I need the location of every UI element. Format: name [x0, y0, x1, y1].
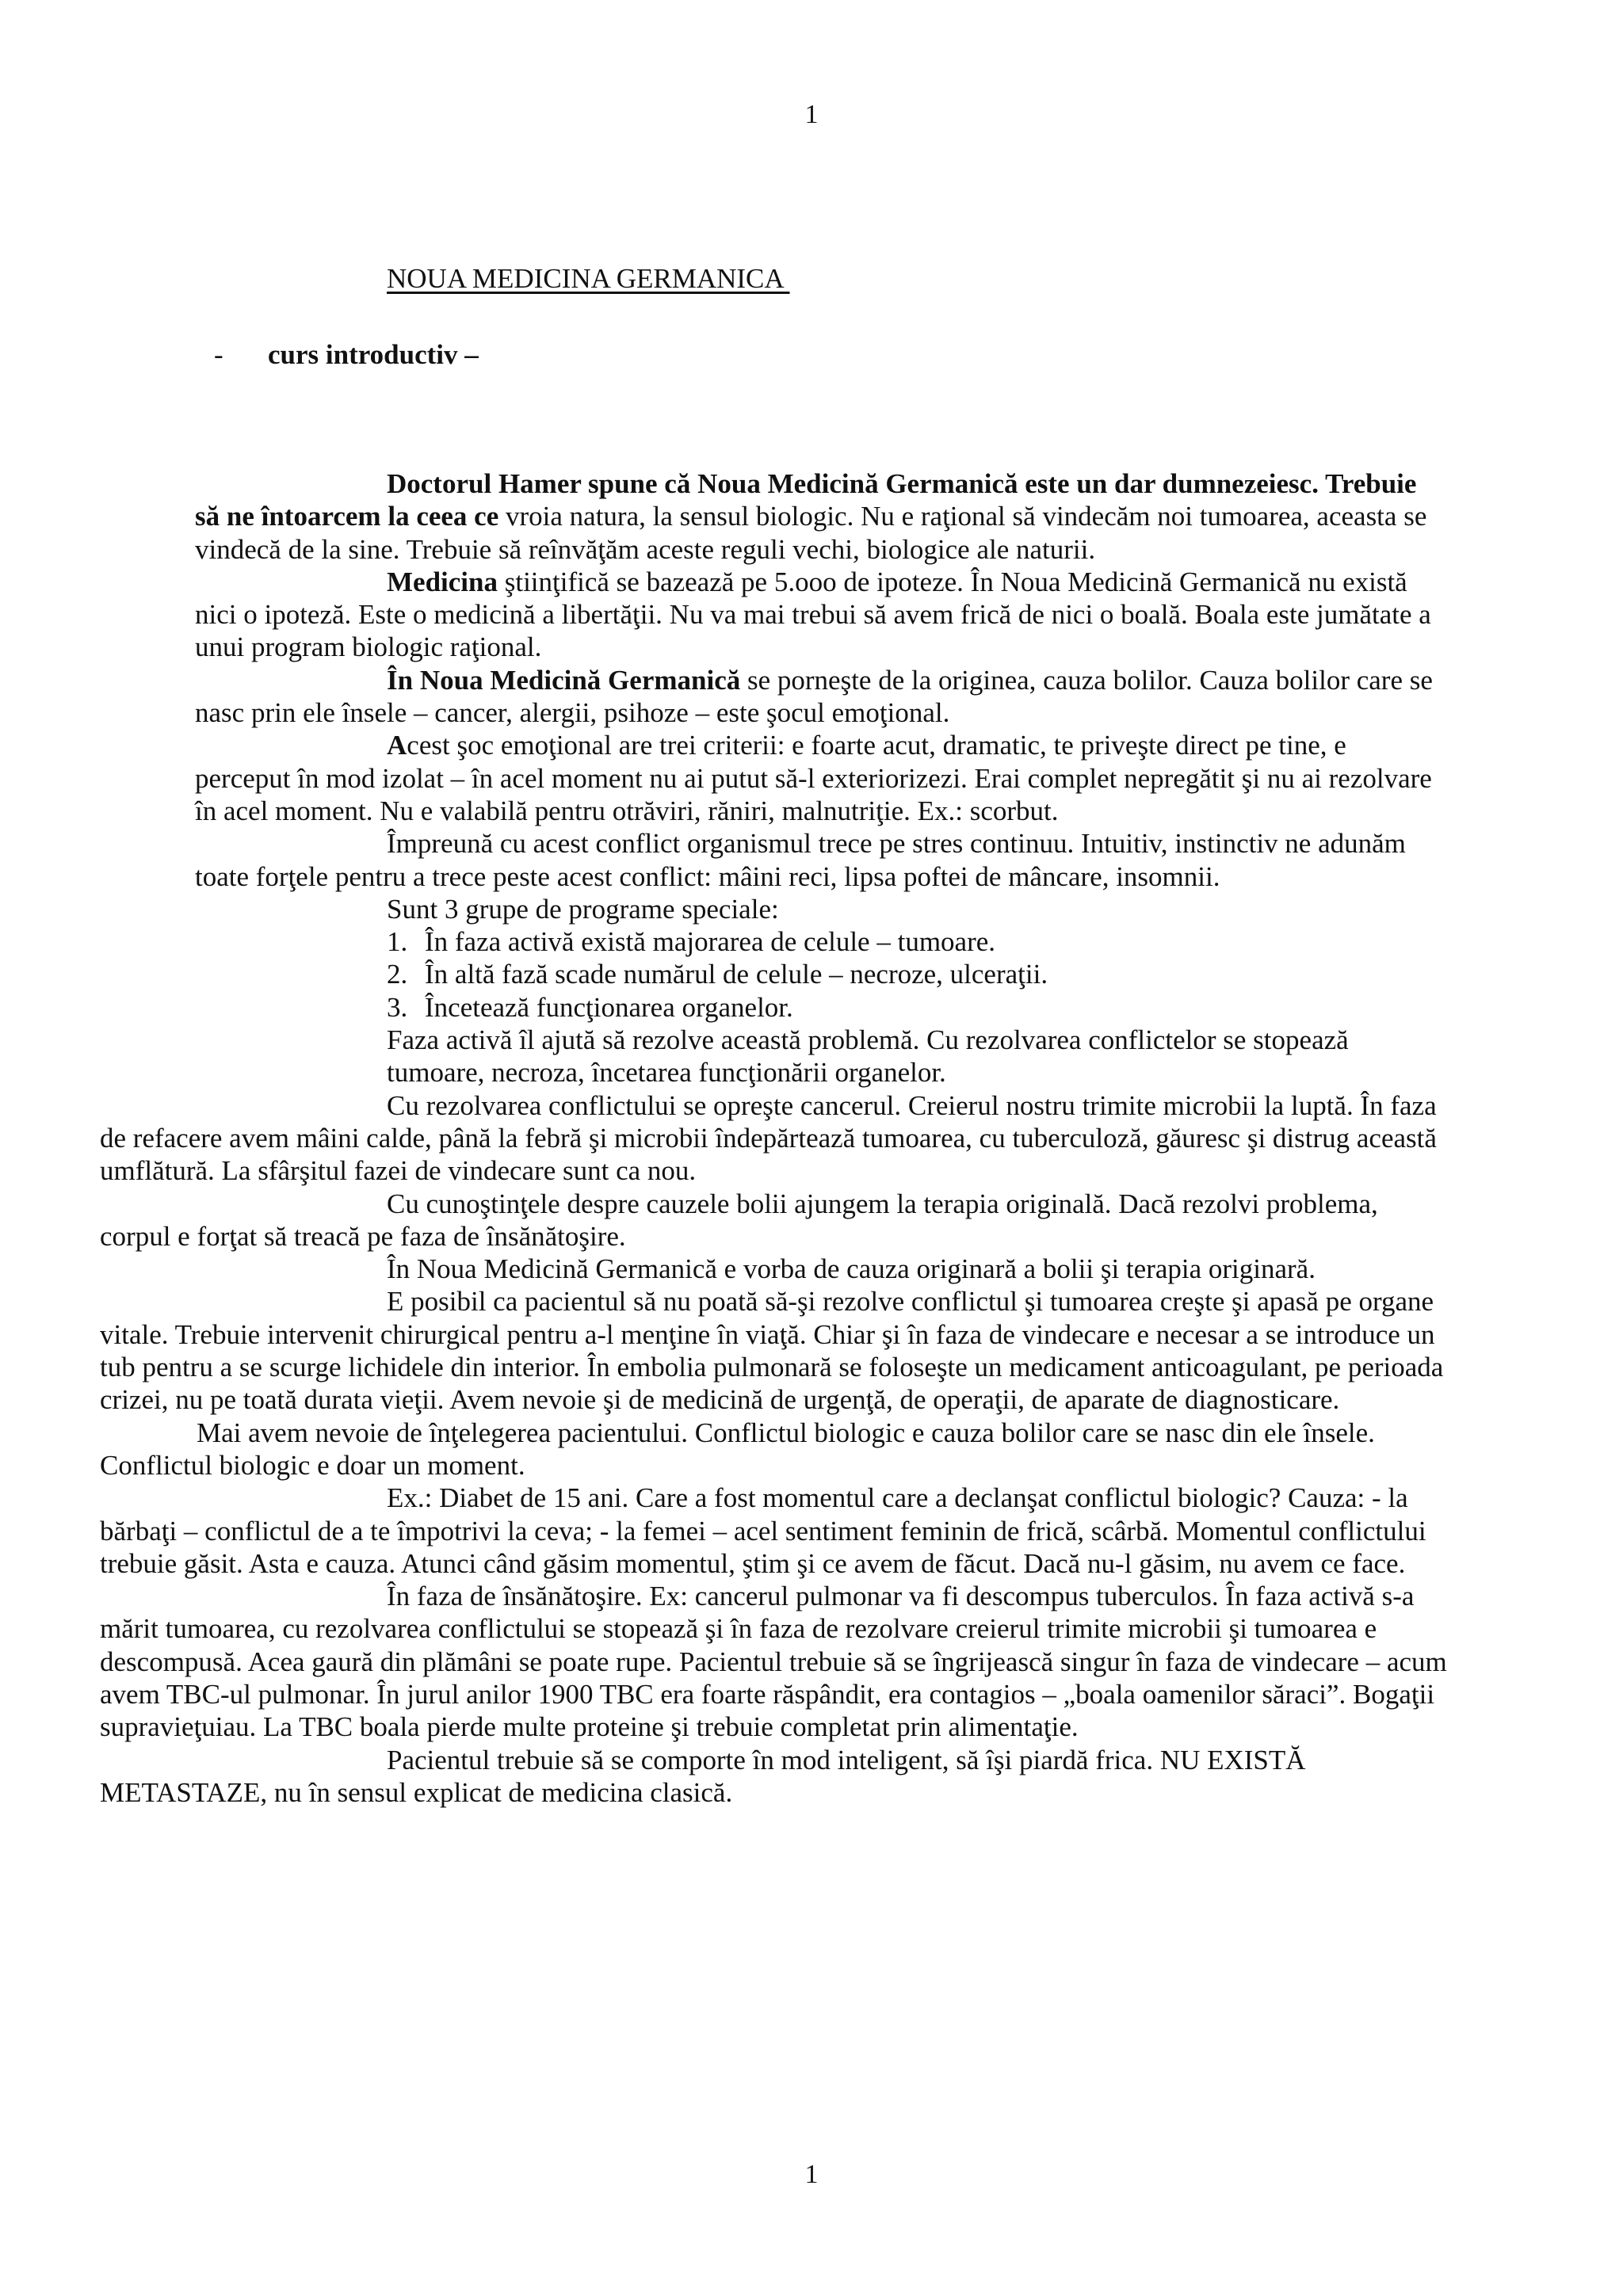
paragraph-2 — [195, 566, 1447, 664]
list-item-number: 3. — [387, 991, 408, 1023]
paragraph-4-bold: A — [387, 730, 407, 761]
list-item-text: În altă fază scade numărul de celule – necroze, ulceraţii. — [425, 959, 1048, 990]
paragraph-3 — [195, 664, 1447, 730]
document-title: NOUA MEDICINA GERMANICA — [387, 263, 790, 294]
paragraph-15: Pacientul trebuie să se comporte în mod inteligent, să îşi piardă frica. NU EXISTĂ METASTAZE, nu în sensul explicat de medicina clasică. — [100, 1744, 1306, 1808]
paragraph-8: Cu rezolvarea conflictului se opreşte cancerul. Creierul nostru trimite microbii la luptă. În faza de refacere avem mâini calde, până la febră şi microbii îndepărtează tumoarea, cu tuberculoză, găuresc şi distrug această umflătură. La sfârşitul fazei de vindecare sunt ca nou. — [100, 1089, 1437, 1187]
list-item — [387, 958, 1447, 990]
list-item — [387, 925, 1447, 958]
paragraph-1-bold: Doctorul Hamer spune că Noua Medicină Germanică este un dar dumnezeiesc. Trebuie să ne întoarcem la ceea ce — [195, 468, 1417, 532]
document-body — [100, 467, 1447, 1809]
paragraph-9: Cu cunoştinţele despre cauzele bolii ajungem la terapia originală. Dacă rezolvi problema, corpul e forţat să treacă pe faza de însănătoşire. — [100, 1188, 1378, 1252]
list-item-number: 2. — [387, 959, 408, 990]
list-item — [387, 991, 1447, 1024]
document-subtitle — [214, 339, 479, 371]
paragraph-4 — [195, 729, 1447, 827]
paragraph-11: E posibil ca pacientul să nu poată să-şi rezolve conflictul şi tumoarea creşte şi apasă pe organe vitale. Trebuie intervenit chirurgical pentru a-l menţine în viaţă. Chiar şi în faza de vindecare e necesar a se introduce un tub pentru a se scurge lichidele din interior. În embolia pulmonară se foloseşte un medicament anticoagulant, pe perioada crizei, nu pe toată durata vieţii. Avem nevoie şi de medicină de urgenţă, de operaţii, de aparate de diagnosticare. — [100, 1286, 1444, 1416]
paragraph-7: Faza activă îl ajută să rezolve această problemă. Cu rezolvarea conflictelor se stopează tumoare, necroza, încetarea funcţionării organelor. — [387, 1024, 1349, 1089]
list-item-text: În faza activă există majorarea de celule – tumoare. — [425, 926, 996, 958]
paragraph-1 — [195, 467, 1447, 566]
paragraph-2-bold: Medicina — [387, 566, 498, 597]
page-number-top: 1 — [804, 100, 819, 129]
subtitle-dash: - — [214, 339, 223, 370]
paragraph-10: În Noua Medicină Germanică e vorba de cauza originară a bolii şi terapia originară. — [387, 1253, 1316, 1285]
list-item-number: 1. — [387, 926, 408, 958]
list-item-text: Încetează funcţionarea organelor. — [425, 991, 793, 1023]
paragraph-3-text: se porneşte de la originea, cauza bolilor. Cauza bolilor care se nasc prin ele însele – cancer, alergii, psihoze – este şocul emoţional. — [195, 664, 1433, 729]
paragraph-5: Împreună cu acest conflict organismul trece pe stres continuu. Intuitiv, instinctiv ne adunăm toate forţele pentru a trece peste acest conflict: mâini reci, lipsa poftei de mâncare, insomnii. — [195, 828, 1406, 892]
paragraph-4-text: cest şoc emoţional are trei criterii: e foarte acut, dramatic, te priveşte direct pe tine, e perceput în mod izolat – în acel moment nu ai putut să-l exteriorizezi. Erai complet nepregătit şi nu ai rezolvare în acel moment. Nu e valabilă pentru otrăviri, răniri, malnutriţie. Ex.: scorbut. — [195, 730, 1432, 826]
page-number-bottom: 1 — [804, 2160, 819, 2189]
paragraph-1-text: vroia natura, la sensul biologic. Nu e raţional să vindecăm noi tumoarea, aceasta se vindecă de la sine. Trebuie să reînvăţăm aceste reguli vechi, biologice ale naturii. — [195, 501, 1427, 565]
paragraph-2-text: ştiinţifică se bazează pe 5.ooo de ipoteze. În Noua Medicină Germanică nu există nici o ipoteză. Este o medicină a libertăţii. Nu va mai trebui să avem frică de nici o boală. Boala este jumătate a unui program biologic raţional. — [195, 566, 1431, 663]
subtitle-text: curs introductiv – — [268, 339, 479, 370]
paragraph-3-bold: În Noua Medicină Germanică — [387, 664, 741, 696]
paragraph-6: Sunt 3 grupe de programe speciale: — [387, 893, 779, 925]
paragraph-14: În faza de însănătoşire. Ex: cancerul pulmonar va fi descompus tuberculos. În faza activă s-a mărit tumoarea, cu rezolvarea conflictului se stopează şi în faza de rezolvare creierul trimite microbii şi tumoarea e descompusă. Acea gaură din plămâni se poate rupe. Pacientul trebuie să se îngrijească singur în faza de vindecare – acum avem TBC-ul pulmonar. În jurul anilor 1900 TBC era foarte răspândit, era contagios – „boala oamenilor săraci”. Bogaţii supravieţuiau. La TBC boala pierde multe proteine şi trebuie completat prin alimentaţie. — [100, 1581, 1447, 1743]
program-groups-list — [387, 925, 1447, 1024]
paragraph-13: Ex.: Diabet de 15 ani. Care a fost momentul care a declanşat conflictul biologic? Cauza: - la bărbaţi – conflictul de a te împotrivi la ceva; - la femei – acel sentiment feminin de frică, scârbă. Momentul conflictului trebuie găsit. Asta e cauza. Atunci când găsim momentul, ştim şi ce avem de făcut. Dacă nu-l găsim, nu avem ce face. — [100, 1482, 1426, 1579]
paragraph-12: Mai avem nevoie de înţelegerea pacientului. Conflictul biologic e cauza bolilor care se nasc din ele însele. Conflictul biologic e doar un moment. — [100, 1417, 1375, 1481]
